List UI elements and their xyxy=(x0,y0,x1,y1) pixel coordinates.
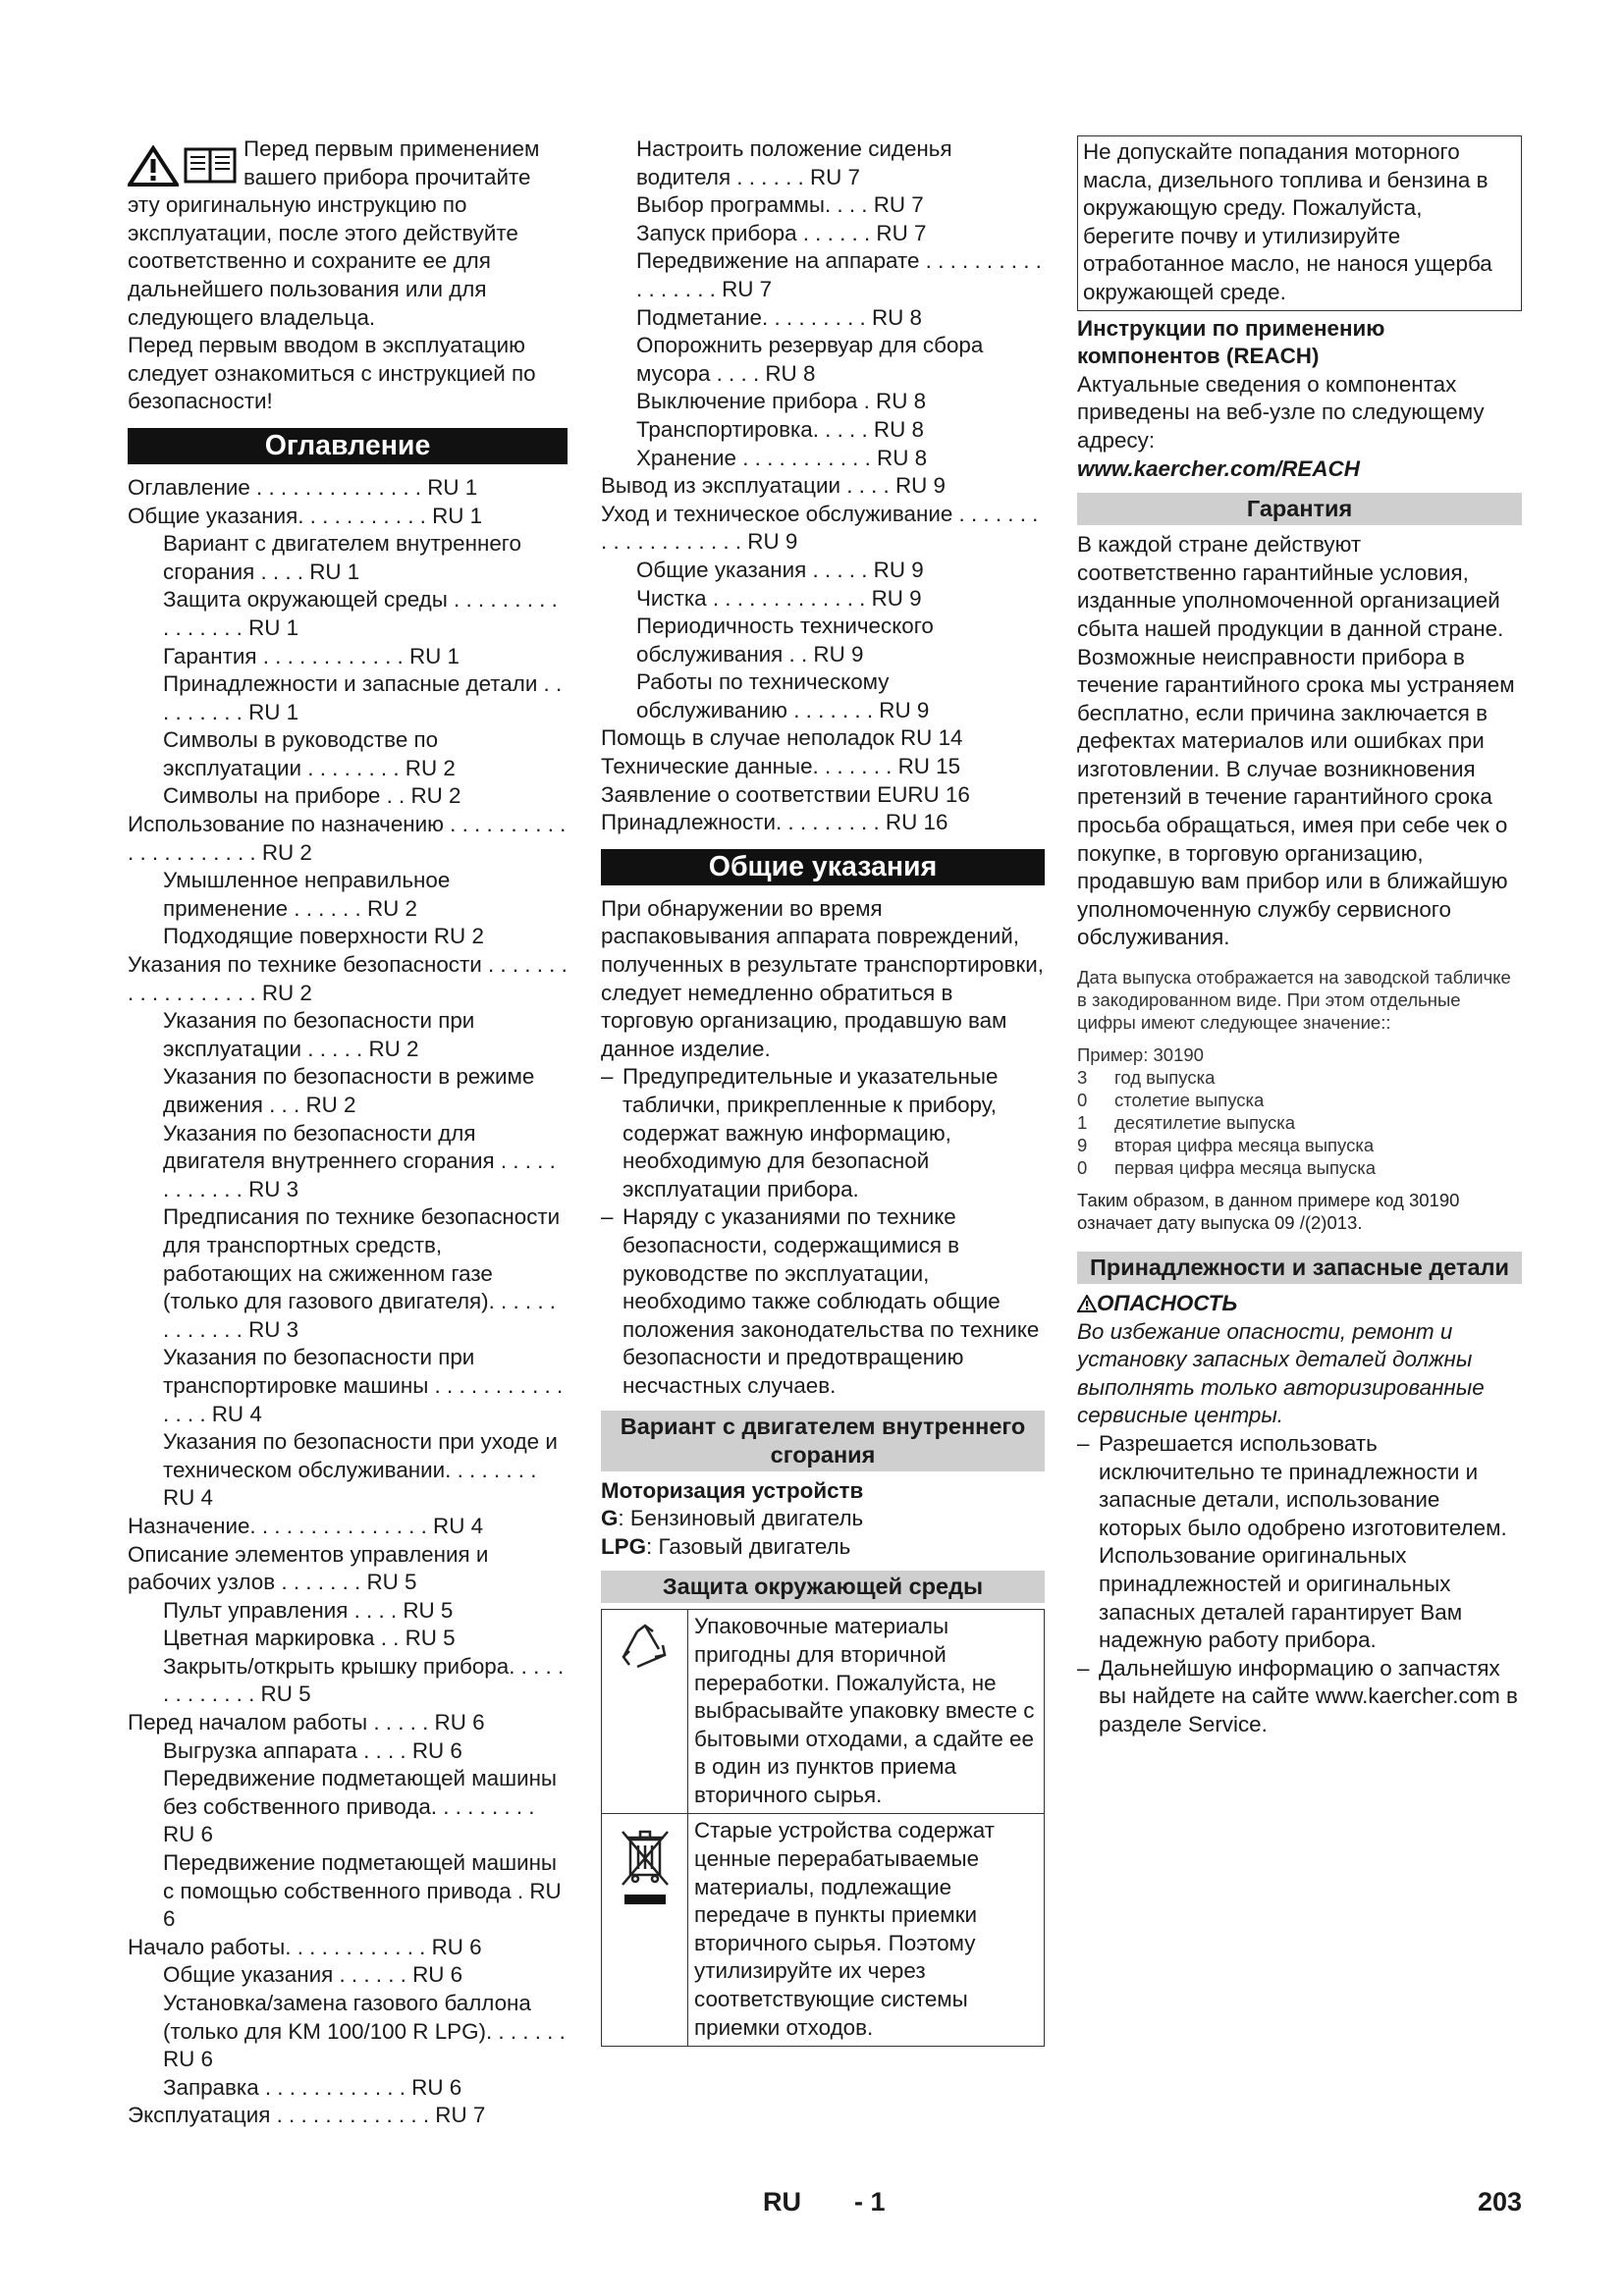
intro-paragraph: эту оригинальную инструкцию по эксплуатации, после этого действуйте соответственно и сохраните ее для дальнейшего пользования или для следующего владельца. xyxy=(128,192,518,330)
date-code-digit: 0 xyxy=(1077,1157,1088,1179)
toc-entry[interactable]: Предписания по технике безопасности для транспортных средств, работающих на сжиженном газе (только для газового двигателя). . . . . . . . . . . . . RU 3 xyxy=(163,1204,561,1342)
date-note: Дата выпуска отображается на заводской табличке в закодированном виде. При этом отдельные цифры имеют следующее значение:: xyxy=(1077,967,1511,1034)
engine-lpg-line xyxy=(601,1533,1045,1562)
toc-entry[interactable]: Передвижение на аппарате . . . . . . . . . . . . . . . . . RU 7 xyxy=(636,248,1042,301)
toc-entry[interactable]: Работы по техническому обслуживанию . . . . . . . RU 9 xyxy=(636,669,930,722)
footer-lang: RU xyxy=(763,2187,801,2216)
danger-line xyxy=(1077,1290,1522,1318)
recycle-icon xyxy=(616,1622,675,1681)
environment-text-weee: Старые устройства содержат ценные перерабатываемые материалы, подлежащие передаче в пункты приемки вторичного сырья. Поэтому утилизируйте их через соответствующие системы приемки отходов. xyxy=(688,1814,1045,2047)
toc-entry[interactable]: Описание элементов управления и рабочих узлов . . . . . . . RU 5 xyxy=(128,1541,489,1595)
footer-page-number: 203 xyxy=(1478,2187,1523,2216)
date-code-row xyxy=(1077,1089,1522,1111)
intro-line-2: вашего прибора прочитайте xyxy=(244,164,531,189)
toc-entry[interactable]: Умышленное неправильное применение . . . . . . RU 2 xyxy=(163,868,451,921)
general-bullet-1: – Предупредительные и указательные таблички, прикрепленные к прибору, содержат важную информацию, необходимую для безопасной эксплуатации прибора. xyxy=(601,1063,1045,1203)
toc-entry[interactable]: Помощь в случае неполадок RU 14 xyxy=(601,725,963,751)
toc-heading: Оглавление xyxy=(128,428,568,464)
toc-entry[interactable]: Пульт управления . . . . RU 5 xyxy=(163,1597,454,1623)
toc-entry[interactable]: Гарантия . . . . . . . . . . . . RU 1 xyxy=(163,643,460,668)
date-code-digit: 1 xyxy=(1077,1112,1088,1134)
toc-entry[interactable]: Передвижение подметающей машины с помощью собственного привода . RU 6 xyxy=(163,1850,562,1932)
date-code-digit: 3 xyxy=(1077,1067,1088,1089)
general-paragraph: При обнаружении во время распаковывания аппарата повреждений, полученных в результате транспортировки, следует немедленно обратиться в торговую организацию, продавшую вам данное изделие. xyxy=(601,895,1044,1061)
reach-url-link[interactable]: www.kaercher.com/REACH xyxy=(1077,455,1360,481)
crossed-bin-icon xyxy=(619,1826,672,1910)
toc-entry[interactable]: Указания по безопасности при уходе и техническом обслуживании. . . . . . . . RU 4 xyxy=(163,1429,558,1511)
toc-entry[interactable]: Указания по безопасности для двигателя внутреннего сгорания . . . . . . . . . . . . RU 3 xyxy=(163,1120,556,1201)
accessories-heading: Принадлежности и запасные детали xyxy=(1077,1252,1522,1284)
toc-entry[interactable]: Принадлежности. . . . . . . . . RU 16 xyxy=(601,810,948,835)
general-bullet-2: – Наряду с указаниями по технике безопасности, содержащимися в руководстве по эксплуатации, необходимо также соблюдать общие положения законодательства по технике безопасности и предотвращению несчастных случаев. xyxy=(601,1203,1045,1400)
reach-title: Инструкции по применению компонентов (REACH) xyxy=(1077,315,1385,369)
toc-entry[interactable]: Запуск прибора . . . . . . RU 7 xyxy=(636,220,927,245)
toc-entry[interactable]: Указания по безопасности при транспортировке машины . . . . . . . . . . . . . . . RU 4 xyxy=(163,1345,564,1426)
date-code-meaning: десятилетие выпуска xyxy=(1114,1112,1296,1134)
date-code-meaning: вторая цифра месяца выпуска xyxy=(1114,1135,1375,1156)
toc-entry[interactable]: Использование по назначению . . . . . . . . . . . . . . . . . . . . . RU 2 xyxy=(128,812,567,865)
engine-heading: Вариант с двигателем внутреннего сгорания xyxy=(601,1411,1045,1471)
column-left xyxy=(128,135,568,2130)
toc-entry[interactable]: Оглавление . . . . . . . . . . . . . . RU 1 xyxy=(128,474,478,500)
toc-entry[interactable]: Общие указания. . . . . . . . . . . RU 1 xyxy=(128,503,483,528)
footer-page-local: - 1 xyxy=(854,2187,886,2216)
toc-entry[interactable]: Цветная маркировка . . RU 5 xyxy=(163,1626,456,1651)
environment-text-recycle: Упаковочные материалы пригодны для вторичной переработки. Пожалуйста, не выбрасывайте упаковку вместе с бытовыми отходами, а сдайте ее в один из пунктов приема вторичного сырья. xyxy=(688,1610,1045,1814)
toc-entry[interactable]: Общие указания . . . . . RU 9 xyxy=(636,557,924,582)
toc-entry[interactable]: Транспортировка. . . . . RU 8 xyxy=(636,416,924,442)
toc-entry[interactable]: Указания по безопасности в режиме движения . . . RU 2 xyxy=(163,1064,535,1117)
toc-entry[interactable]: Периодичность технического обслуживания . . RU 9 xyxy=(636,614,934,667)
toc-list-left xyxy=(128,474,568,2130)
toc-entry[interactable]: Указания по безопасности при эксплуатации . . . . . RU 2 xyxy=(163,1008,475,1061)
intro-paragraph-2: Перед первым вводом в эксплуатацию следует ознакомиться с инструкцией по безопасности! xyxy=(128,333,536,414)
toc-entry[interactable]: Технические данные. . . . . . . RU 15 xyxy=(601,754,961,779)
toc-entry[interactable]: Эксплуатация . . . . . . . . . . . . . RU 7 xyxy=(128,2103,486,2128)
date-code-meaning: столетие выпуска xyxy=(1114,1090,1265,1111)
toc-entry[interactable]: Принадлежности и запасные детали . . . . . . . . . RU 1 xyxy=(163,671,563,724)
date-code-row xyxy=(1077,1111,1522,1134)
toc-entry[interactable]: Символы в руководстве по эксплуатации . . . . . . . . RU 2 xyxy=(163,727,456,780)
toc-entry[interactable]: Вывод из эксплуатации . . . . RU 9 xyxy=(601,473,946,499)
danger-label: ОПАСНОСТЬ xyxy=(1097,1291,1238,1316)
toc-entry[interactable]: Защита окружающей среды . . . . . . . . . . . . . . . . RU 1 xyxy=(163,587,558,640)
toc-entry[interactable]: Вариант с двигателем внутреннего сгорания . . . . RU 1 xyxy=(163,531,521,584)
date-code-digit: 9 xyxy=(1077,1135,1088,1156)
toc-entry[interactable]: Символы на приборе . . RU 2 xyxy=(163,783,461,809)
engine-title: Моторизация устройств xyxy=(601,1477,864,1503)
environment-row-weee xyxy=(602,1814,1045,2047)
toc-entry[interactable]: Начало работы. . . . . . . . . . . . RU 6 xyxy=(128,1934,482,1959)
date-code-list xyxy=(1077,1066,1522,1179)
toc-entry[interactable]: Чистка . . . . . . . . . . . . . RU 9 xyxy=(636,585,922,611)
date-code-digit: 0 xyxy=(1077,1090,1088,1111)
toc-entry[interactable]: Передвижение подметающей машины без собственного привода. . . . . . . . . RU 6 xyxy=(163,1766,558,1847)
engine-lpg-code: LPG xyxy=(601,1533,647,1559)
toc-entry[interactable]: Заправка . . . . . . . . . . . . RU 6 xyxy=(163,2074,462,2100)
danger-text: Во избежание опасности, ремонт и установку запасных деталей должны выполнять только авторизированные сервисные центры. xyxy=(1077,1318,1485,1428)
intro-first-lines xyxy=(128,135,568,191)
warranty-text: В каждой стране действуют соответственно гарантийные условия, изданные уполномоченной организацией сбыта нашей продукции в данной стране. Возможные неисправности прибора в течение гарантийного срока мы устраняем бесплатно, если причина заключается в дефектах материалов или ошибках при изготовлении. В случае возникновения претензий в течение гарантийного срока просьба обращаться, имея при себе чек о покупке, в торговую организацию, продавшую вам прибор или в ближайшую уполномоченную службу сервисного обслуживания. xyxy=(1077,532,1515,950)
oil-warning-box: Не допускайте попадания моторного масла, дизельного топлива и бензина в окружающую среду. Пожалуйста, берегите почву и утилизируйте отработанное масло, не нанося ущерба окружающей среде. xyxy=(1077,135,1522,311)
date-code-row xyxy=(1077,1066,1522,1089)
column-right xyxy=(1077,135,1522,1739)
date-code-meaning: первая цифра месяца выпуска xyxy=(1114,1157,1377,1179)
reach-text: Актуальные сведения о компонентах приведены на веб-узле по следующему адресу: xyxy=(1077,371,1485,453)
date-code-row xyxy=(1077,1134,1522,1156)
toc-entry[interactable]: Установка/замена газового баллона (только для KM 100/100 R LPG). . . . . . . RU 6 xyxy=(163,1991,566,2072)
accessories-bullet-1: – Разрешается использовать исключительно те принадлежности и запасные детали, использование которых было одобрено изготовителем. Использование оригинальных принадлежностей и оригинальных запасных деталей гарантирует Вам надежную работу прибора. xyxy=(1077,1430,1522,1655)
warning-manual-icons xyxy=(128,145,238,187)
toc-entry[interactable]: Хранение . . . . . . . . . . . RU 8 xyxy=(636,445,928,470)
toc-entry[interactable]: Общие указания . . . . . . RU 6 xyxy=(163,1962,463,1988)
toc-entry[interactable]: Указания по технике безопасности . . . . . . . . . . . . . . . . . . RU 2 xyxy=(128,952,568,1005)
toc-entry[interactable]: Выгрузка аппарата . . . . RU 6 xyxy=(163,1737,462,1763)
toc-entry[interactable]: Назначение. . . . . . . . . . . . . . . RU 4 xyxy=(128,1513,484,1538)
intro-line-1: Перед первым применением xyxy=(244,136,540,161)
environment-heading: Защита окружающей среды xyxy=(601,1571,1045,1603)
toc-entry[interactable]: Настроить положение сиденья водителя . . . . . . RU 7 xyxy=(636,136,952,189)
environment-row-recycle xyxy=(602,1610,1045,1814)
column-middle xyxy=(601,135,1045,2047)
toc-entry[interactable]: Опорожнить резервуар для сбора мусора . . . . RU 8 xyxy=(636,333,984,386)
toc-entry[interactable]: Подходящие поверхности RU 2 xyxy=(163,924,484,949)
toc-entry[interactable]: Заявление о соответствии EURU 16 xyxy=(601,781,970,807)
toc-entry[interactable]: Уход и техническое обслуживание . . . . . . . . . . . . . . . . . . . RU 9 xyxy=(601,501,1039,555)
warning-triangle-icon xyxy=(128,145,179,187)
environment-table xyxy=(601,1609,1045,2047)
engine-lpg-text: : Газовый двигатель xyxy=(646,1533,851,1559)
toc-entry[interactable]: Выключение прибора . RU 8 xyxy=(636,389,927,414)
engine-g-line xyxy=(601,1505,1045,1533)
date-summary: Таким образом, в данном примере код 30190 означает дату выпуска 09 /(2)013. xyxy=(1077,1190,1460,1234)
engine-g-code: G xyxy=(601,1506,619,1531)
date-code-meaning: год выпуска xyxy=(1114,1067,1216,1089)
toc-list-middle xyxy=(601,135,1045,837)
general-heading: Общие указания xyxy=(601,849,1045,885)
danger-triangle-icon xyxy=(1077,1295,1097,1312)
date-code-row xyxy=(1077,1156,1522,1179)
toc-entry[interactable]: Перед началом работы . . . . . RU 6 xyxy=(128,1710,485,1735)
toc-entry[interactable]: Подметание. . . . . . . . . RU 8 xyxy=(636,304,922,330)
manual-book-icon xyxy=(183,146,238,186)
engine-g-text: : Бензиновый двигатель xyxy=(618,1506,864,1531)
accessories-bullet-2: – Дальнейшую информацию о запчастях вы найдете на сайте www.kaercher.com в разделе Service. xyxy=(1077,1655,1522,1739)
date-example: Пример: 30190 xyxy=(1077,1044,1204,1066)
toc-entry[interactable]: Выбор программы. . . . RU 7 xyxy=(636,192,924,218)
warranty-heading: Гарантия xyxy=(1077,493,1522,525)
toc-entry[interactable]: Закрыть/открыть крышку прибора. . . . . . . . . . . . . RU 5 xyxy=(163,1653,565,1707)
